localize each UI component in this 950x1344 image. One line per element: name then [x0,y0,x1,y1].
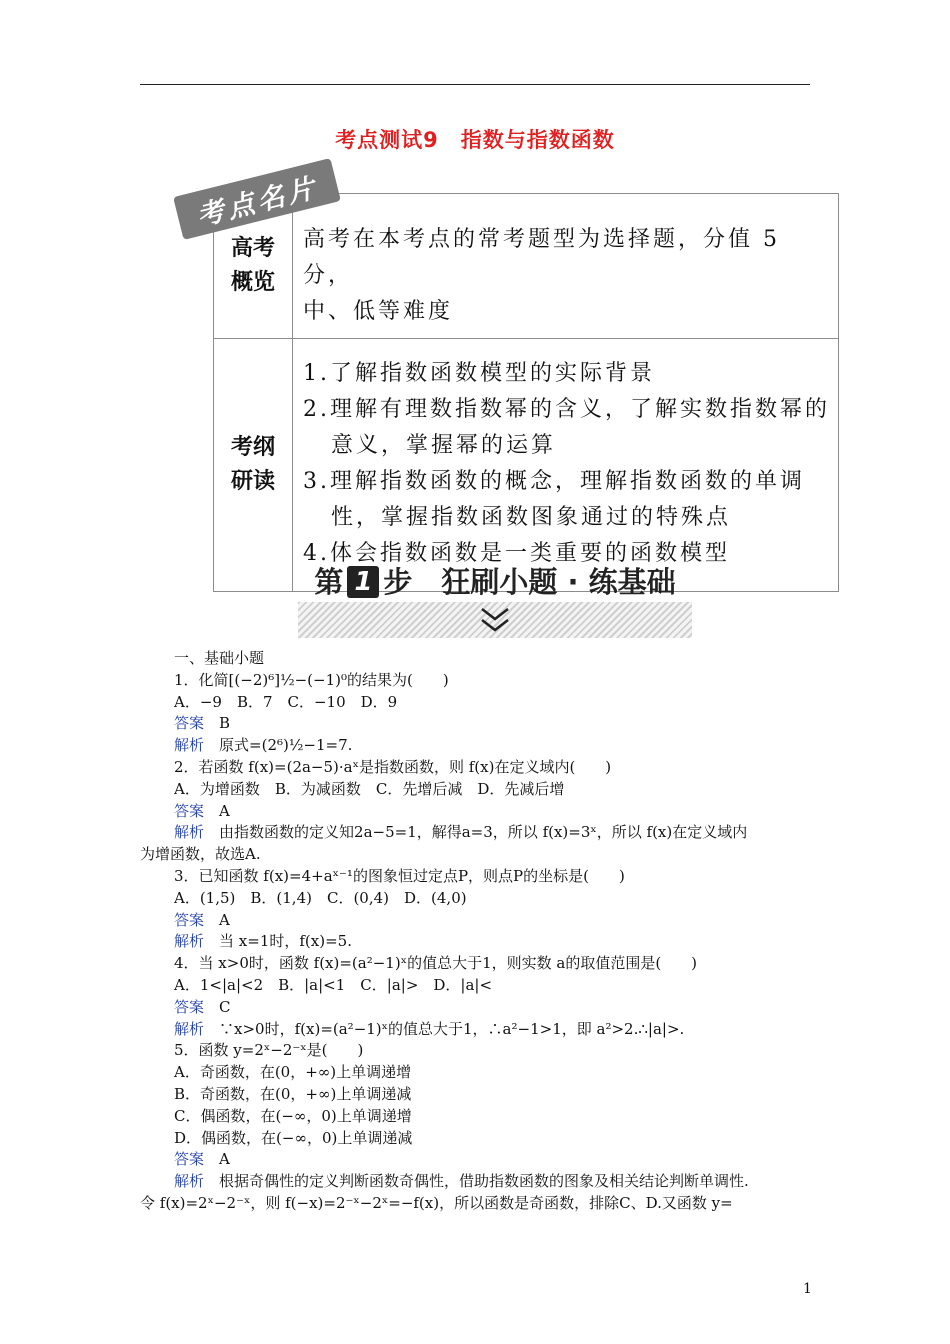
analysis-text: 原式=(2⁶)½−1=7. [219,736,353,755]
table-row [214,339,839,592]
syllabus-item: 2.理解有理数指数幂的含义，了解实数指数幂的意义，掌握幂的运算 [303,397,830,458]
question-5-option-a: A．奇函数，在(0，+∞)上单调递增 [174,1063,412,1082]
answer-label: 答案 [174,801,205,820]
question-1-analysis [140,735,812,757]
answer-label: 答案 [174,714,205,733]
header-rule [140,84,810,85]
question-4-options: A．1<|a|<2 B．|a|<1 C．|a|> D．|a|< [174,975,493,994]
answer-value: A [219,801,230,820]
overview-text-line: 中、低等难度 [303,299,454,324]
analysis-text: 当 x=1时，f(x)=5. [219,932,352,951]
question-4-answer [140,997,812,1019]
question-2-answer [140,801,812,823]
question-5-analysis [140,1171,812,1193]
analysis-label: 解析 [174,1019,205,1038]
question-5-option-b: B．奇函数，在(0，+∞)上单调递减 [174,1084,412,1103]
answer-value: B [219,714,231,733]
question-2-analysis [140,822,812,844]
syllabus-item: 4.体会指数函数是一类重要的函数模型 [303,541,730,566]
overview-text-line: 高考在本考点的常考题型为选择题，分值 5 分， [303,227,780,288]
answer-label: 答案 [174,997,205,1016]
label-line: 概览 [230,270,275,295]
analysis-label: 解析 [174,1172,205,1191]
row-content-syllabus [293,339,839,592]
question-1-answer [140,713,812,735]
label-line: 高考 [230,236,275,261]
section-heading: 一、基础小题 [174,649,265,667]
page-number: 1 [803,1281,812,1297]
label-line: 研读 [230,469,275,494]
page-title: 考点测试9 指数与指数函数 [335,128,615,152]
question-4: 4．当 x>0时，函数 f(x)=(a²−1)ˣ的值总大于1，则实数 a的取值范围是( ) [174,954,698,973]
answer-value: C [219,997,231,1016]
topic-overview-table [213,193,839,592]
question-2-options: A．为增函数 B．为减函数 C．先增后减 D．先减后增 [174,779,565,798]
analysis-label: 解析 [174,932,205,951]
question-1: 1．化简[(−2)⁶]½−(−1)⁰的结果为( ) [174,670,449,689]
question-2: 2．若函数 f(x)=(2a−5)·aˣ是指数函数，则 f(x)在定义域内( ) [174,757,612,776]
row-label-syllabus [214,339,293,592]
question-4-analysis [140,1019,812,1041]
answer-value: A [219,1150,230,1169]
step-number: 1 [347,566,379,598]
analysis-text: 由指数函数的定义知2a−5=1，解得a=3，所以 f(x)=3ˣ，所以 f(x)在定义域内 [219,823,748,842]
double-chevron-down-icon [479,606,511,636]
exercise-body [140,648,812,1215]
question-3-analysis [140,931,812,953]
table-row [214,194,839,339]
banner-suffix: 步 狂刷小题 · 练基础 [383,565,676,599]
question-5-option-c: C．偶函数，在(−∞，0)上单调递增 [174,1106,412,1125]
question-3-options: A．(1,5) B．(1,4) C．(0,4) D．(4,0) [174,888,467,907]
step-banner-title [298,560,692,601]
row-content-overview [293,194,839,339]
answer-value: A [219,910,230,929]
question-3-answer [140,910,812,932]
label-line: 考纲 [230,435,275,460]
question-3: 3．已知函数 f(x)=4+aˣ⁻¹的图象恒过定点P，则点P的坐标是( ) [174,866,625,885]
syllabus-item: 1.了解指数函数模型的实际背景 [303,361,655,386]
analysis-label: 解析 [174,823,205,842]
analysis-text: ∵x>0时，f(x)=(a²−1)ˣ的值总大于1，∴a²−1>1，即 a²>2.∴|a|>. [219,1019,685,1038]
question-5-answer [140,1149,812,1171]
question-5-option-d: D．偶函数，在(−∞，0)上单调递减 [174,1128,413,1147]
badge-text: 考点名片 [193,171,322,232]
question-5-analysis-cont: 令 f(x)=2ˣ−2⁻ˣ，则 f(−x)=2⁻ˣ−2ˣ=−f(x)，所以函数是奇函数，排除C、D.又函数 y= [140,1193,733,1212]
question-2-analysis-cont: 为增函数，故选A. [140,845,261,864]
analysis-label: 解析 [174,736,205,755]
answer-label: 答案 [174,910,205,929]
step-banner [298,558,692,638]
question-1-options: A．−9 B．7 C．−10 D．9 [174,692,398,711]
analysis-text: 根据奇偶性的定义判断函数奇偶性，借助指数函数的图象及相关结论判断单调性. [219,1172,749,1191]
answer-label: 答案 [174,1150,205,1169]
question-5: 5．函数 y=2ˣ−2⁻ˣ是( ) [174,1041,364,1060]
syllabus-item: 3.理解指数函数的概念，理解指数函数的单调性，掌握指数函数图象通过的特殊点 [303,469,805,530]
banner-prefix: 第 [314,565,344,599]
